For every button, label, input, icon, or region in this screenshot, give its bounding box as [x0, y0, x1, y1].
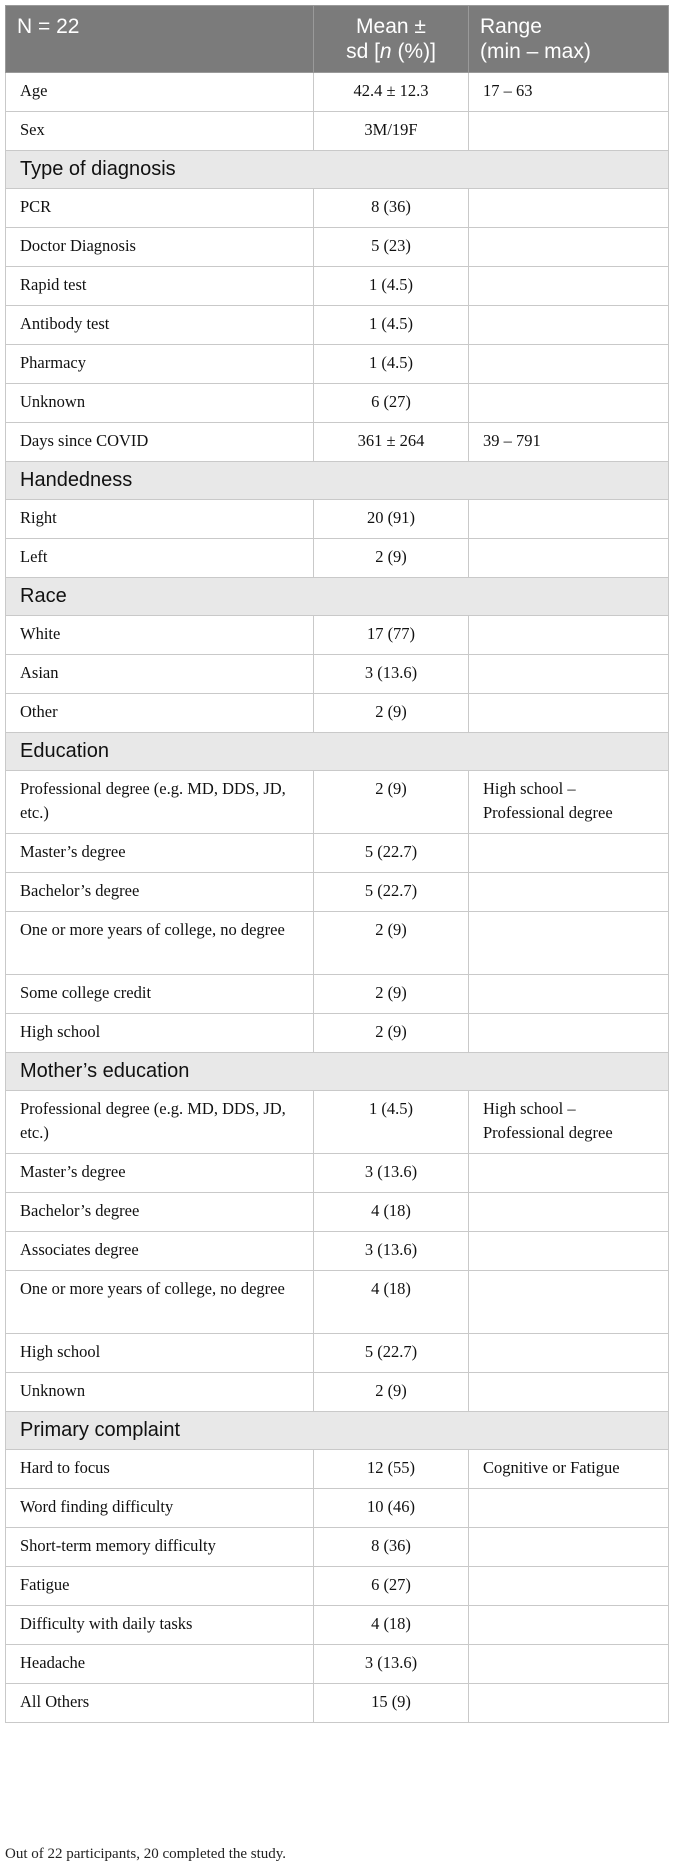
row-label: High school — [6, 1014, 314, 1053]
row-value: 4 (18) — [314, 1271, 469, 1334]
table-row — [6, 112, 669, 151]
row-range — [469, 1334, 669, 1373]
row-range — [469, 834, 669, 873]
row-label: Age — [6, 73, 314, 112]
table-row — [6, 1014, 669, 1053]
row-label: High school — [6, 1334, 314, 1373]
row-value: 12 (55) — [314, 1450, 469, 1489]
row-range: High school – Professional degree — [469, 1091, 669, 1154]
row-label: Professional degree (e.g. MD, DDS, JD, etc.) — [6, 771, 314, 834]
row-range — [469, 616, 669, 655]
row-range — [469, 1014, 669, 1053]
row-label: Sex — [6, 112, 314, 151]
table-row — [6, 345, 669, 384]
row-range — [469, 655, 669, 694]
row-range — [469, 1373, 669, 1412]
table-row — [6, 834, 669, 873]
row-label: Doctor Diagnosis — [6, 228, 314, 267]
row-range — [469, 1684, 669, 1723]
row-range — [469, 1193, 669, 1232]
row-range — [469, 500, 669, 539]
row-label: Professional degree (e.g. MD, DDS, JD, etc.) — [6, 1091, 314, 1154]
row-label: Unknown — [6, 384, 314, 423]
row-value: 6 (27) — [314, 384, 469, 423]
table-row — [6, 975, 669, 1014]
row-label: Days since COVID — [6, 423, 314, 462]
table-row — [6, 1567, 669, 1606]
header-mean-sd: Mean ± sd [n (%)] — [314, 6, 469, 73]
row-label: One or more years of college, no degree — [6, 1271, 314, 1334]
row-label: Master’s degree — [6, 834, 314, 873]
table-header — [6, 6, 669, 73]
row-value: 20 (91) — [314, 500, 469, 539]
row-range — [469, 1154, 669, 1193]
row-range — [469, 384, 669, 423]
demographics-table — [5, 5, 669, 1723]
table-row — [6, 228, 669, 267]
table-row — [6, 1450, 669, 1489]
section-heading: Education — [6, 733, 669, 771]
table-row — [6, 1193, 669, 1232]
row-value: 5 (23) — [314, 228, 469, 267]
row-range — [469, 912, 669, 975]
section-row — [6, 733, 669, 771]
row-label: Left — [6, 539, 314, 578]
row-value: 2 (9) — [314, 975, 469, 1014]
row-range: 39 – 791 — [469, 423, 669, 462]
row-value: 3 (13.6) — [314, 1154, 469, 1193]
row-range — [469, 306, 669, 345]
row-value: 2 (9) — [314, 694, 469, 733]
table-row — [6, 267, 669, 306]
row-value: 1 (4.5) — [314, 1091, 469, 1154]
table-row — [6, 1373, 669, 1412]
row-range — [469, 189, 669, 228]
row-range — [469, 1271, 669, 1334]
row-range — [469, 1606, 669, 1645]
table-row — [6, 1528, 669, 1567]
row-range — [469, 267, 669, 306]
row-label: Bachelor’s degree — [6, 1193, 314, 1232]
section-row — [6, 151, 669, 189]
row-range — [469, 1528, 669, 1567]
row-value: 4 (18) — [314, 1606, 469, 1645]
row-range: High school – Professional degree — [469, 771, 669, 834]
row-label: Fatigue — [6, 1567, 314, 1606]
table-footnote: Out of 22 participants, 20 completed the study. — [5, 1846, 287, 1862]
section-row — [6, 1053, 669, 1091]
row-label: Word finding difficulty — [6, 1489, 314, 1528]
row-value: 3 (13.6) — [314, 655, 469, 694]
table-row — [6, 1334, 669, 1373]
table-row — [6, 423, 669, 462]
row-value: 5 (22.7) — [314, 873, 469, 912]
row-value: 361 ± 264 — [314, 423, 469, 462]
table-row — [6, 616, 669, 655]
header-row — [6, 6, 669, 73]
row-range — [469, 1567, 669, 1606]
table-row — [6, 306, 669, 345]
row-value: 2 (9) — [314, 771, 469, 834]
row-label: Right — [6, 500, 314, 539]
table-row — [6, 655, 669, 694]
row-range — [469, 873, 669, 912]
table-row — [6, 189, 669, 228]
table-row — [6, 1091, 669, 1154]
table-row — [6, 912, 669, 975]
section-heading: Mother’s education — [6, 1053, 669, 1091]
table-row — [6, 1154, 669, 1193]
row-value: 8 (36) — [314, 1528, 469, 1567]
table-row — [6, 1606, 669, 1645]
row-range — [469, 345, 669, 384]
table-row — [6, 1684, 669, 1723]
table-body — [6, 73, 669, 1723]
row-label: Hard to focus — [6, 1450, 314, 1489]
row-label: Difficulty with daily tasks — [6, 1606, 314, 1645]
row-label: Pharmacy — [6, 345, 314, 384]
section-heading: Primary complaint — [6, 1412, 669, 1450]
row-value: 1 (4.5) — [314, 306, 469, 345]
row-range — [469, 1232, 669, 1271]
table-row — [6, 539, 669, 578]
table-row — [6, 1232, 669, 1271]
row-label: Other — [6, 694, 314, 733]
row-range — [469, 975, 669, 1014]
row-value: 10 (46) — [314, 1489, 469, 1528]
row-value: 2 (9) — [314, 1014, 469, 1053]
row-value: 3 (13.6) — [314, 1232, 469, 1271]
table-row — [6, 500, 669, 539]
row-value: 2 (9) — [314, 539, 469, 578]
row-value: 42.4 ± 12.3 — [314, 73, 469, 112]
table-row — [6, 384, 669, 423]
section-row — [6, 578, 669, 616]
row-range — [469, 1489, 669, 1528]
section-heading: Race — [6, 578, 669, 616]
row-range — [469, 228, 669, 267]
row-label: Bachelor’s degree — [6, 873, 314, 912]
row-value: 8 (36) — [314, 189, 469, 228]
section-row — [6, 462, 669, 500]
row-value: 4 (18) — [314, 1193, 469, 1232]
header-sample-size: N = 22 — [6, 6, 314, 73]
row-range — [469, 694, 669, 733]
row-label: Unknown — [6, 1373, 314, 1412]
row-label: Short-term memory difficulty — [6, 1528, 314, 1567]
section-row — [6, 1412, 669, 1450]
row-value: 15 (9) — [314, 1684, 469, 1723]
row-value: 1 (4.5) — [314, 345, 469, 384]
table-row — [6, 73, 669, 112]
row-value: 2 (9) — [314, 912, 469, 975]
table-row — [6, 1489, 669, 1528]
row-label: PCR — [6, 189, 314, 228]
row-label: Master’s degree — [6, 1154, 314, 1193]
table-row — [6, 771, 669, 834]
row-range: 17 – 63 — [469, 73, 669, 112]
row-label: Antibody test — [6, 306, 314, 345]
row-label: Some college credit — [6, 975, 314, 1014]
row-label: Headache — [6, 1645, 314, 1684]
table-row — [6, 694, 669, 733]
row-label: Associates degree — [6, 1232, 314, 1271]
row-range — [469, 1645, 669, 1684]
row-value: 6 (27) — [314, 1567, 469, 1606]
header-range: Range (min – max) — [469, 6, 669, 73]
row-value: 2 (9) — [314, 1373, 469, 1412]
row-label: Rapid test — [6, 267, 314, 306]
table-row — [6, 1645, 669, 1684]
section-heading: Handedness — [6, 462, 669, 500]
row-range — [469, 112, 669, 151]
row-value: 3 (13.6) — [314, 1645, 469, 1684]
section-heading: Type of diagnosis — [6, 151, 669, 189]
row-range: Cognitive or Fatigue — [469, 1450, 669, 1489]
row-value: 5 (22.7) — [314, 834, 469, 873]
row-label: Asian — [6, 655, 314, 694]
row-value: 3M/19F — [314, 112, 469, 151]
row-value: 17 (77) — [314, 616, 469, 655]
table-row — [6, 1271, 669, 1334]
row-label: One or more years of college, no degree — [6, 912, 314, 975]
table-row — [6, 873, 669, 912]
row-value: 5 (22.7) — [314, 1334, 469, 1373]
row-label: All Others — [6, 1684, 314, 1723]
row-label: White — [6, 616, 314, 655]
row-range — [469, 539, 669, 578]
row-value: 1 (4.5) — [314, 267, 469, 306]
